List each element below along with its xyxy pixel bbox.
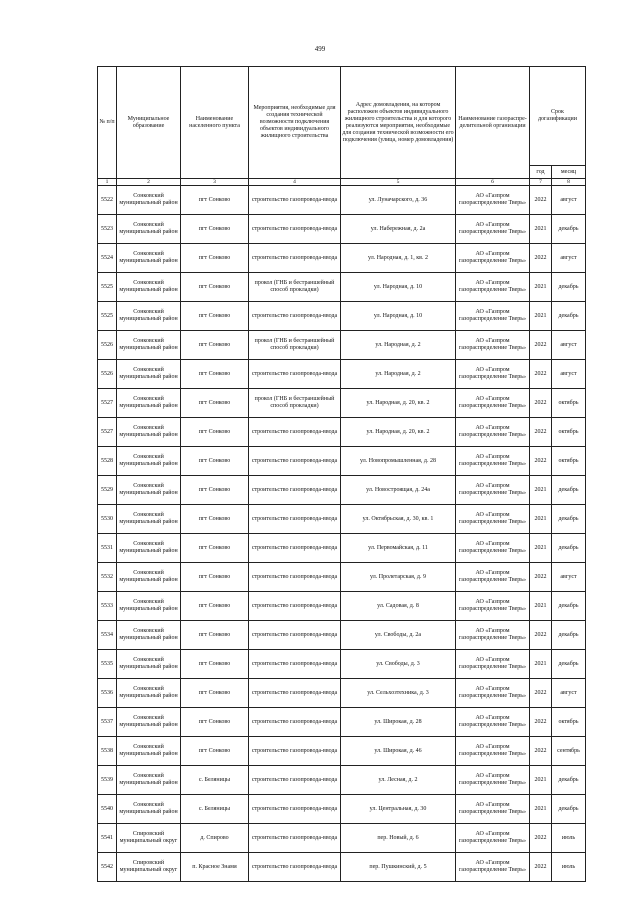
cell-month: июль [552, 824, 586, 853]
header-measures: Мероприятия, необходимые для создания технической возможности подключения объектов индивидуального жилищного строительства [249, 67, 341, 179]
cell-municipality: Сонковский муниципальный район [117, 244, 181, 273]
cell-org: АО «Газпром газораспределение Тверь» [456, 766, 530, 795]
cell-org: АО «Газпром газораспределение Тверь» [456, 302, 530, 331]
cell-year: 2022 [530, 447, 552, 476]
cell-month: декабрь [552, 766, 586, 795]
row-number: 5533 [98, 592, 117, 621]
cell-year: 2022 [530, 621, 552, 650]
cell-address: ул. Народная, д. 1, кв. 2 [341, 244, 456, 273]
cell-month: август [552, 360, 586, 389]
cell-year: 2021 [530, 534, 552, 563]
row-number: 5535 [98, 650, 117, 679]
cell-month: декабрь [552, 650, 586, 679]
cell-locality: пгт Сонково [181, 244, 249, 273]
cell-locality: пгт Сонково [181, 418, 249, 447]
cell-year: 2021 [530, 592, 552, 621]
row-number: 5539 [98, 766, 117, 795]
cell-org: АО «Газпром газораспределение Тверь» [456, 244, 530, 273]
cell-locality: с. Беляницы [181, 766, 249, 795]
cell-month: октябрь [552, 389, 586, 418]
row-number: 5525 [98, 273, 117, 302]
cell-month: август [552, 244, 586, 273]
cell-locality: пгт Сонково [181, 331, 249, 360]
cell-municipality: Сонковский муниципальный район [117, 737, 181, 766]
cell-measure: строительство газопровода-ввода [249, 592, 341, 621]
cell-address: ул. Свободы, д. 3 [341, 650, 456, 679]
header-deadline: Срок догазификации [530, 67, 586, 166]
header-year: год [530, 166, 552, 179]
row-number: 5538 [98, 737, 117, 766]
cell-locality: д. Спирово [181, 824, 249, 853]
cell-municipality: Сонковский муниципальный район [117, 592, 181, 621]
column-number: 5 [341, 179, 456, 186]
cell-municipality: Сонковский муниципальный район [117, 650, 181, 679]
cell-month: декабрь [552, 795, 586, 824]
cell-year: 2022 [530, 389, 552, 418]
column-number: 2 [117, 179, 181, 186]
table-row [98, 273, 586, 302]
cell-address: ул. Набережная, д. 2а [341, 215, 456, 244]
cell-locality: пгт Сонково [181, 360, 249, 389]
cell-month: декабрь [552, 273, 586, 302]
cell-year: 2022 [530, 563, 552, 592]
cell-month: декабрь [552, 505, 586, 534]
table-row [98, 766, 586, 795]
header-locality: Наименование населенного пункта [181, 67, 249, 179]
cell-municipality: Сонковский муниципальный район [117, 360, 181, 389]
table-row [98, 418, 586, 447]
cell-locality: пгт Сонково [181, 476, 249, 505]
cell-address: ул. Народная, д. 20, кв. 2 [341, 418, 456, 447]
row-number: 5527 [98, 389, 117, 418]
cell-locality: с. Беляницы [181, 795, 249, 824]
cell-municipality: Сонковский муниципальный район [117, 476, 181, 505]
cell-address: ул. Новопромышленная, д. 28 [341, 447, 456, 476]
column-number: 1 [98, 179, 117, 186]
cell-year: 2021 [530, 650, 552, 679]
table-row [98, 331, 586, 360]
cell-locality: пгт Сонково [181, 215, 249, 244]
cell-org: АО «Газпром газораспределение Тверь» [456, 679, 530, 708]
row-number: 5542 [98, 853, 117, 882]
cell-measure: строительство газопровода-ввода [249, 766, 341, 795]
cell-month: декабрь [552, 621, 586, 650]
cell-measure: строительство газопровода-ввода [249, 360, 341, 389]
row-number: 5540 [98, 795, 117, 824]
cell-org: АО «Газпром газораспределение Тверь» [456, 737, 530, 766]
cell-locality: пгт Сонково [181, 273, 249, 302]
cell-address: ул. Октябрьская, д. 30, кв. 1 [341, 505, 456, 534]
cell-month: сентябрь [552, 737, 586, 766]
cell-address: ул. Пролетарская, д. 9 [341, 563, 456, 592]
row-number: 5525 [98, 302, 117, 331]
table-row [98, 505, 586, 534]
table-row [98, 592, 586, 621]
row-number: 5528 [98, 447, 117, 476]
table-row [98, 244, 586, 273]
header-municipality: Муниципальное образование [117, 67, 181, 179]
row-number: 5532 [98, 563, 117, 592]
cell-address: ул. Народная, д. 10 [341, 273, 456, 302]
cell-municipality: Сонковский муниципальный район [117, 534, 181, 563]
cell-org: АО «Газпром газораспределение Тверь» [456, 621, 530, 650]
table-row [98, 737, 586, 766]
cell-locality: пгт Сонково [181, 737, 249, 766]
cell-year: 2022 [530, 186, 552, 215]
cell-measure: строительство газопровода-ввода [249, 447, 341, 476]
cell-address: ул. Центральная, д. 30 [341, 795, 456, 824]
row-number: 5536 [98, 679, 117, 708]
cell-year: 2021 [530, 795, 552, 824]
cell-address: ул. Народная, д. 20, кв. 2 [341, 389, 456, 418]
column-number: 6 [456, 179, 530, 186]
cell-org: АО «Газпром газораспределение Тверь» [456, 389, 530, 418]
cell-municipality: Сонковский муниципальный район [117, 679, 181, 708]
cell-org: АО «Газпром газораспределение Тверь» [456, 824, 530, 853]
cell-municipality: Сонковский муниципальный район [117, 447, 181, 476]
cell-month: декабрь [552, 476, 586, 505]
cell-municipality: Сонковский муниципальный район [117, 766, 181, 795]
cell-municipality: Сонковский муниципальный район [117, 708, 181, 737]
cell-locality: пгт Сонково [181, 302, 249, 331]
cell-locality: пгт Сонково [181, 505, 249, 534]
cell-address: ул. Первомайская, д. 11 [341, 534, 456, 563]
cell-address: ул. Луначарского, д. 36 [341, 186, 456, 215]
cell-measure: строительство газопровода-ввода [249, 505, 341, 534]
row-number: 5534 [98, 621, 117, 650]
cell-measure: строительство газопровода-ввода [249, 650, 341, 679]
table-row [98, 795, 586, 824]
cell-org: АО «Газпром газораспределение Тверь» [456, 795, 530, 824]
table-row [98, 447, 586, 476]
cell-org: АО «Газпром газораспределение Тверь» [456, 592, 530, 621]
cell-year: 2021 [530, 273, 552, 302]
table-row [98, 679, 586, 708]
cell-municipality: Сонковский муниципальный район [117, 389, 181, 418]
table-row [98, 476, 586, 505]
table-row [98, 853, 586, 882]
cell-address: ул. Народная, д. 2 [341, 331, 456, 360]
cell-locality: п. Красное Знамя [181, 853, 249, 882]
cell-org: АО «Газпром газораспределение Тверь» [456, 273, 530, 302]
cell-org: АО «Газпром газораспределение Тверь» [456, 563, 530, 592]
row-number: 5526 [98, 360, 117, 389]
cell-year: 2022 [530, 708, 552, 737]
cell-municipality: Сонковский муниципальный район [117, 331, 181, 360]
column-number-row [98, 179, 586, 186]
cell-year: 2022 [530, 360, 552, 389]
cell-measure: строительство газопровода-ввода [249, 795, 341, 824]
cell-address: ул. Сельхозтехника, д. 3 [341, 679, 456, 708]
row-number: 5524 [98, 244, 117, 273]
cell-month: декабрь [552, 592, 586, 621]
row-number: 5531 [98, 534, 117, 563]
cell-org: АО «Газпром газораспределение Тверь» [456, 331, 530, 360]
row-number: 5526 [98, 331, 117, 360]
cell-month: август [552, 679, 586, 708]
table-row [98, 534, 586, 563]
cell-municipality: Спировский муниципальный округ [117, 853, 181, 882]
cell-municipality: Сонковский муниципальный район [117, 418, 181, 447]
cell-month: октябрь [552, 708, 586, 737]
cell-month: август [552, 563, 586, 592]
cell-address: ул. Народная, д. 10 [341, 302, 456, 331]
cell-address: ул. Широкая, д. 46 [341, 737, 456, 766]
table-row [98, 215, 586, 244]
cell-measure: строительство газопровода-ввода [249, 737, 341, 766]
cell-measure: прокол (ГНБ и бестраншейный способ прокладки) [249, 389, 341, 418]
cell-measure: строительство газопровода-ввода [249, 215, 341, 244]
cell-measure: строительство газопровода-ввода [249, 244, 341, 273]
column-number: 3 [181, 179, 249, 186]
cell-measure: строительство газопровода-ввода [249, 418, 341, 447]
column-number: 7 [530, 179, 552, 186]
cell-year: 2022 [530, 824, 552, 853]
cell-locality: пгт Сонково [181, 389, 249, 418]
cell-locality: пгт Сонково [181, 708, 249, 737]
header-org: Наименование газораспре-делительной организации [456, 67, 530, 179]
row-number: 5522 [98, 186, 117, 215]
cell-org: АО «Газпром газораспределение Тверь» [456, 708, 530, 737]
table-body [98, 186, 586, 882]
cell-month: октябрь [552, 418, 586, 447]
cell-municipality: Сонковский муниципальный район [117, 186, 181, 215]
table-row [98, 650, 586, 679]
cell-year: 2021 [530, 766, 552, 795]
cell-measure: строительство газопровода-ввода [249, 476, 341, 505]
cell-year: 2021 [530, 302, 552, 331]
cell-measure: строительство газопровода-ввода [249, 302, 341, 331]
cell-month: декабрь [552, 215, 586, 244]
cell-measure: строительство газопровода-ввода [249, 534, 341, 563]
cell-org: АО «Газпром газораспределение Тверь» [456, 505, 530, 534]
cell-year: 2022 [530, 418, 552, 447]
column-number: 8 [552, 179, 586, 186]
row-number: 5541 [98, 824, 117, 853]
cell-locality: пгт Сонково [181, 563, 249, 592]
cell-measure: строительство газопровода-ввода [249, 186, 341, 215]
cell-measure: строительство газопровода-ввода [249, 563, 341, 592]
cell-locality: пгт Сонково [181, 592, 249, 621]
cell-measure: строительство газопровода-ввода [249, 853, 341, 882]
row-number: 5537 [98, 708, 117, 737]
cell-address: пер. Новый, д. 6 [341, 824, 456, 853]
cell-address: ул. Народная, д. 2 [341, 360, 456, 389]
cell-year: 2022 [530, 679, 552, 708]
row-number: 5523 [98, 215, 117, 244]
row-number: 5527 [98, 418, 117, 447]
cell-measure: строительство газопровода-ввода [249, 679, 341, 708]
cell-org: АО «Газпром газораспределение Тверь» [456, 650, 530, 679]
table-row [98, 360, 586, 389]
table-row [98, 621, 586, 650]
gasification-table [97, 66, 586, 882]
cell-locality: пгт Сонково [181, 621, 249, 650]
cell-municipality: Сонковский муниципальный район [117, 563, 181, 592]
cell-measure: прокол (ГНБ и бестраншейный способ прокладки) [249, 273, 341, 302]
row-number: 5530 [98, 505, 117, 534]
header-address: Адрес домовладения, на котором расположен объектов индивидуального жилищного строительства и для которого реализуются мероприятия, необходимые для создания технической возможности его подключения (улица, номер домовладения) [341, 67, 456, 179]
page-number: 499 [314, 45, 326, 53]
cell-month: август [552, 331, 586, 360]
table-row [98, 186, 586, 215]
cell-year: 2022 [530, 244, 552, 273]
cell-measure: строительство газопровода-ввода [249, 824, 341, 853]
cell-measure: прокол (ГНБ и бестраншейный способ прокладки) [249, 331, 341, 360]
cell-municipality: Сонковский муниципальный район [117, 302, 181, 331]
cell-locality: пгт Сонково [181, 186, 249, 215]
cell-org: АО «Газпром газораспределение Тверь» [456, 360, 530, 389]
cell-measure: строительство газопровода-ввода [249, 708, 341, 737]
cell-locality: пгт Сонково [181, 534, 249, 563]
column-number: 4 [249, 179, 341, 186]
table-row [98, 389, 586, 418]
cell-municipality: Спировский муниципальный округ [117, 824, 181, 853]
cell-address: ул. Свободы, д. 2а [341, 621, 456, 650]
cell-locality: пгт Сонково [181, 447, 249, 476]
table-row [98, 302, 586, 331]
cell-measure: строительство газопровода-ввода [249, 621, 341, 650]
cell-org: АО «Газпром газораспределение Тверь» [456, 853, 530, 882]
cell-locality: пгт Сонково [181, 679, 249, 708]
cell-org: АО «Газпром газораспределение Тверь» [456, 534, 530, 563]
cell-month: август [552, 186, 586, 215]
cell-address: пер. Пушкинский, д. 5 [341, 853, 456, 882]
cell-month: октябрь [552, 447, 586, 476]
cell-municipality: Сонковский муниципальный район [117, 215, 181, 244]
cell-address: ул. Широкая, д. 28 [341, 708, 456, 737]
cell-org: АО «Газпром газораспределение Тверь» [456, 447, 530, 476]
cell-org: АО «Газпром газораспределение Тверь» [456, 476, 530, 505]
header-num: № п/п [98, 67, 117, 179]
cell-address: ул. Лесная, д. 2 [341, 766, 456, 795]
cell-municipality: Сонковский муниципальный район [117, 505, 181, 534]
cell-locality: пгт Сонково [181, 650, 249, 679]
cell-month: декабрь [552, 534, 586, 563]
cell-address: ул. Садовая, д. 8 [341, 592, 456, 621]
cell-municipality: Сонковский муниципальный район [117, 795, 181, 824]
cell-municipality: Сонковский муниципальный район [117, 273, 181, 302]
cell-year: 2022 [530, 853, 552, 882]
table-row [98, 824, 586, 853]
cell-municipality: Сонковский муниципальный район [117, 621, 181, 650]
row-number: 5529 [98, 476, 117, 505]
cell-address: ул. Новостроящая, д. 24а [341, 476, 456, 505]
cell-year: 2022 [530, 331, 552, 360]
cell-org: АО «Газпром газораспределение Тверь» [456, 215, 530, 244]
cell-month: июль [552, 853, 586, 882]
table-row [98, 563, 586, 592]
cell-year: 2021 [530, 215, 552, 244]
cell-year: 2022 [530, 737, 552, 766]
cell-year: 2021 [530, 476, 552, 505]
header-month: месяц [552, 166, 586, 179]
cell-org: АО «Газпром газораспределение Тверь» [456, 418, 530, 447]
cell-month: декабрь [552, 302, 586, 331]
table-row [98, 708, 586, 737]
cell-org: АО «Газпром газораспределение Тверь» [456, 186, 530, 215]
cell-year: 2021 [530, 505, 552, 534]
